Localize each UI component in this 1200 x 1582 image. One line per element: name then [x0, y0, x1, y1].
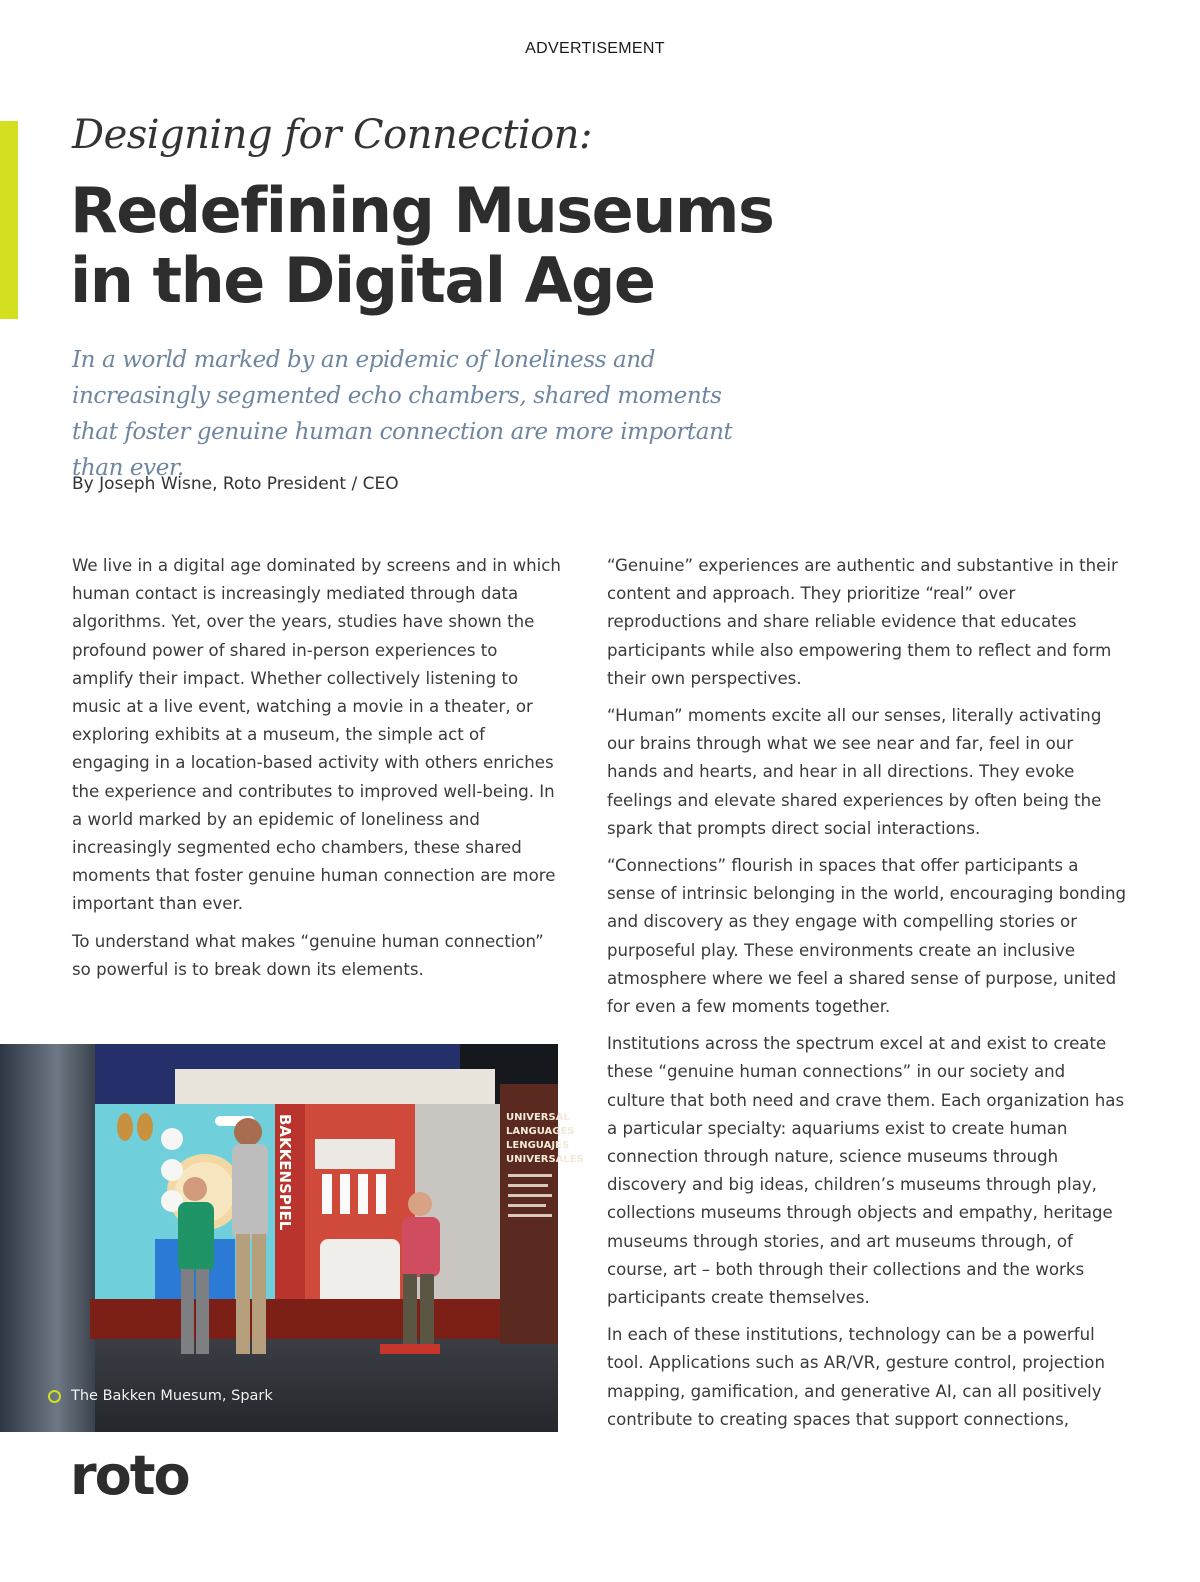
left-column: [72, 552, 562, 993]
headline-line-2: in the Digital Age: [70, 244, 655, 317]
photo-caption-text: The Bakken Muesum, Spark: [71, 1388, 273, 1404]
article-byline: By Joseph Wisne, Roto President / CEO: [72, 474, 399, 494]
exhibit-illustration: [0, 1044, 584, 1432]
universal-languages-sign-line-2: LANGUAGES: [506, 1126, 575, 1137]
right-paragraph-1: “Genuine” experiences are authentic and substantive in their content and approach. They prioritize “real” over reproductions and share reliable evidence that educates participants while also empowering them to reflect and form their own perspectives.: [607, 556, 1118, 688]
accent-bar: [0, 121, 18, 319]
headline-line-1: Redefining Museums: [70, 174, 774, 247]
article-kicker: Designing for Connection:: [72, 112, 592, 158]
right-paragraph-3: “Connections” flourish in spaces that offer participants a sense of intrinsic belonging in the world, encouraging bonding and discovery as they engage with compelling stories or purposeful play. These environments create an inclusive atmosphere where we feel a shared sense of purpose, united for even a few moments together.: [607, 856, 1127, 1017]
right-paragraph-5: In each of these institutions, technology can be a powerful tool. Applications such as AR/VR, gesture control, projection mapping, gamification, and generative AI, can all positively contribute to creating spaces that support connections,: [607, 1325, 1105, 1429]
roto-logo: roto: [70, 1444, 189, 1507]
universal-languages-sign-line-4: UNIVERSALES: [506, 1154, 584, 1165]
photo-caption: [48, 1388, 273, 1404]
article-headline: [70, 176, 890, 316]
adult-figure: [232, 1118, 268, 1354]
right-paragraph-2: “Human” moments excite all our senses, literally activating our brains through what we see near and far, feel in our hands and hearts, and hear in all directions. They evoke feelings and elevate shared experiences by often being the spark that prompts direct social interactions.: [607, 706, 1102, 838]
universal-languages-sign-line-1: UNIVERSAL: [506, 1112, 570, 1123]
caption-bullet-icon: [48, 1390, 61, 1403]
advertisement-label: ADVERTISEMENT: [525, 40, 665, 57]
left-paragraph-1: We live in a digital age dominated by screens and in which human contact is increasingly mediated through data algorithms. Yet, over the years, studies have shown the profound power of shared in-person experiences to amplify their impact. Whether collectively listening to music at a live event, watching a movie in a theater, or exploring exhibits at a museum, the simple act of engaging in a location-based activity with others enriches the experience and contributes to improved well-being. In a world marked by an epidemic of loneliness and increasingly segmented echo chambers, these shared moments that foster genuine human connection are more important than ever.: [72, 556, 561, 914]
right-column: [607, 552, 1127, 1443]
article-deck: In a world marked by an epidemic of loneliness and increasingly segmented echo chambers, shared moments that foster genuine human connection are more important than ever.: [72, 347, 733, 481]
left-paragraph-2: To understand what makes “genuine human connection” so powerful is to break down its elements.: [72, 931, 544, 979]
bakkenspiel-sign: BAKKENSPIEL: [276, 1114, 294, 1231]
universal-languages-sign-line-3: LENGUAJES: [506, 1140, 570, 1151]
museum-exhibit-photo: [0, 1044, 584, 1432]
child-figure-green: [178, 1177, 214, 1354]
right-paragraph-4: Institutions across the spectrum excel at and exist to create these “genuine human connections” in our society and culture that both need and crave them. Each organization has a particular specialty: aquariums exist to create human connection through nature, science museums through discovery and big ideas, children’s museums through play, collections museums through objects and empathy, heritage museums through stories, and art museums through, of course, art – both through their collections and the works participants create themselves.: [607, 1034, 1125, 1308]
